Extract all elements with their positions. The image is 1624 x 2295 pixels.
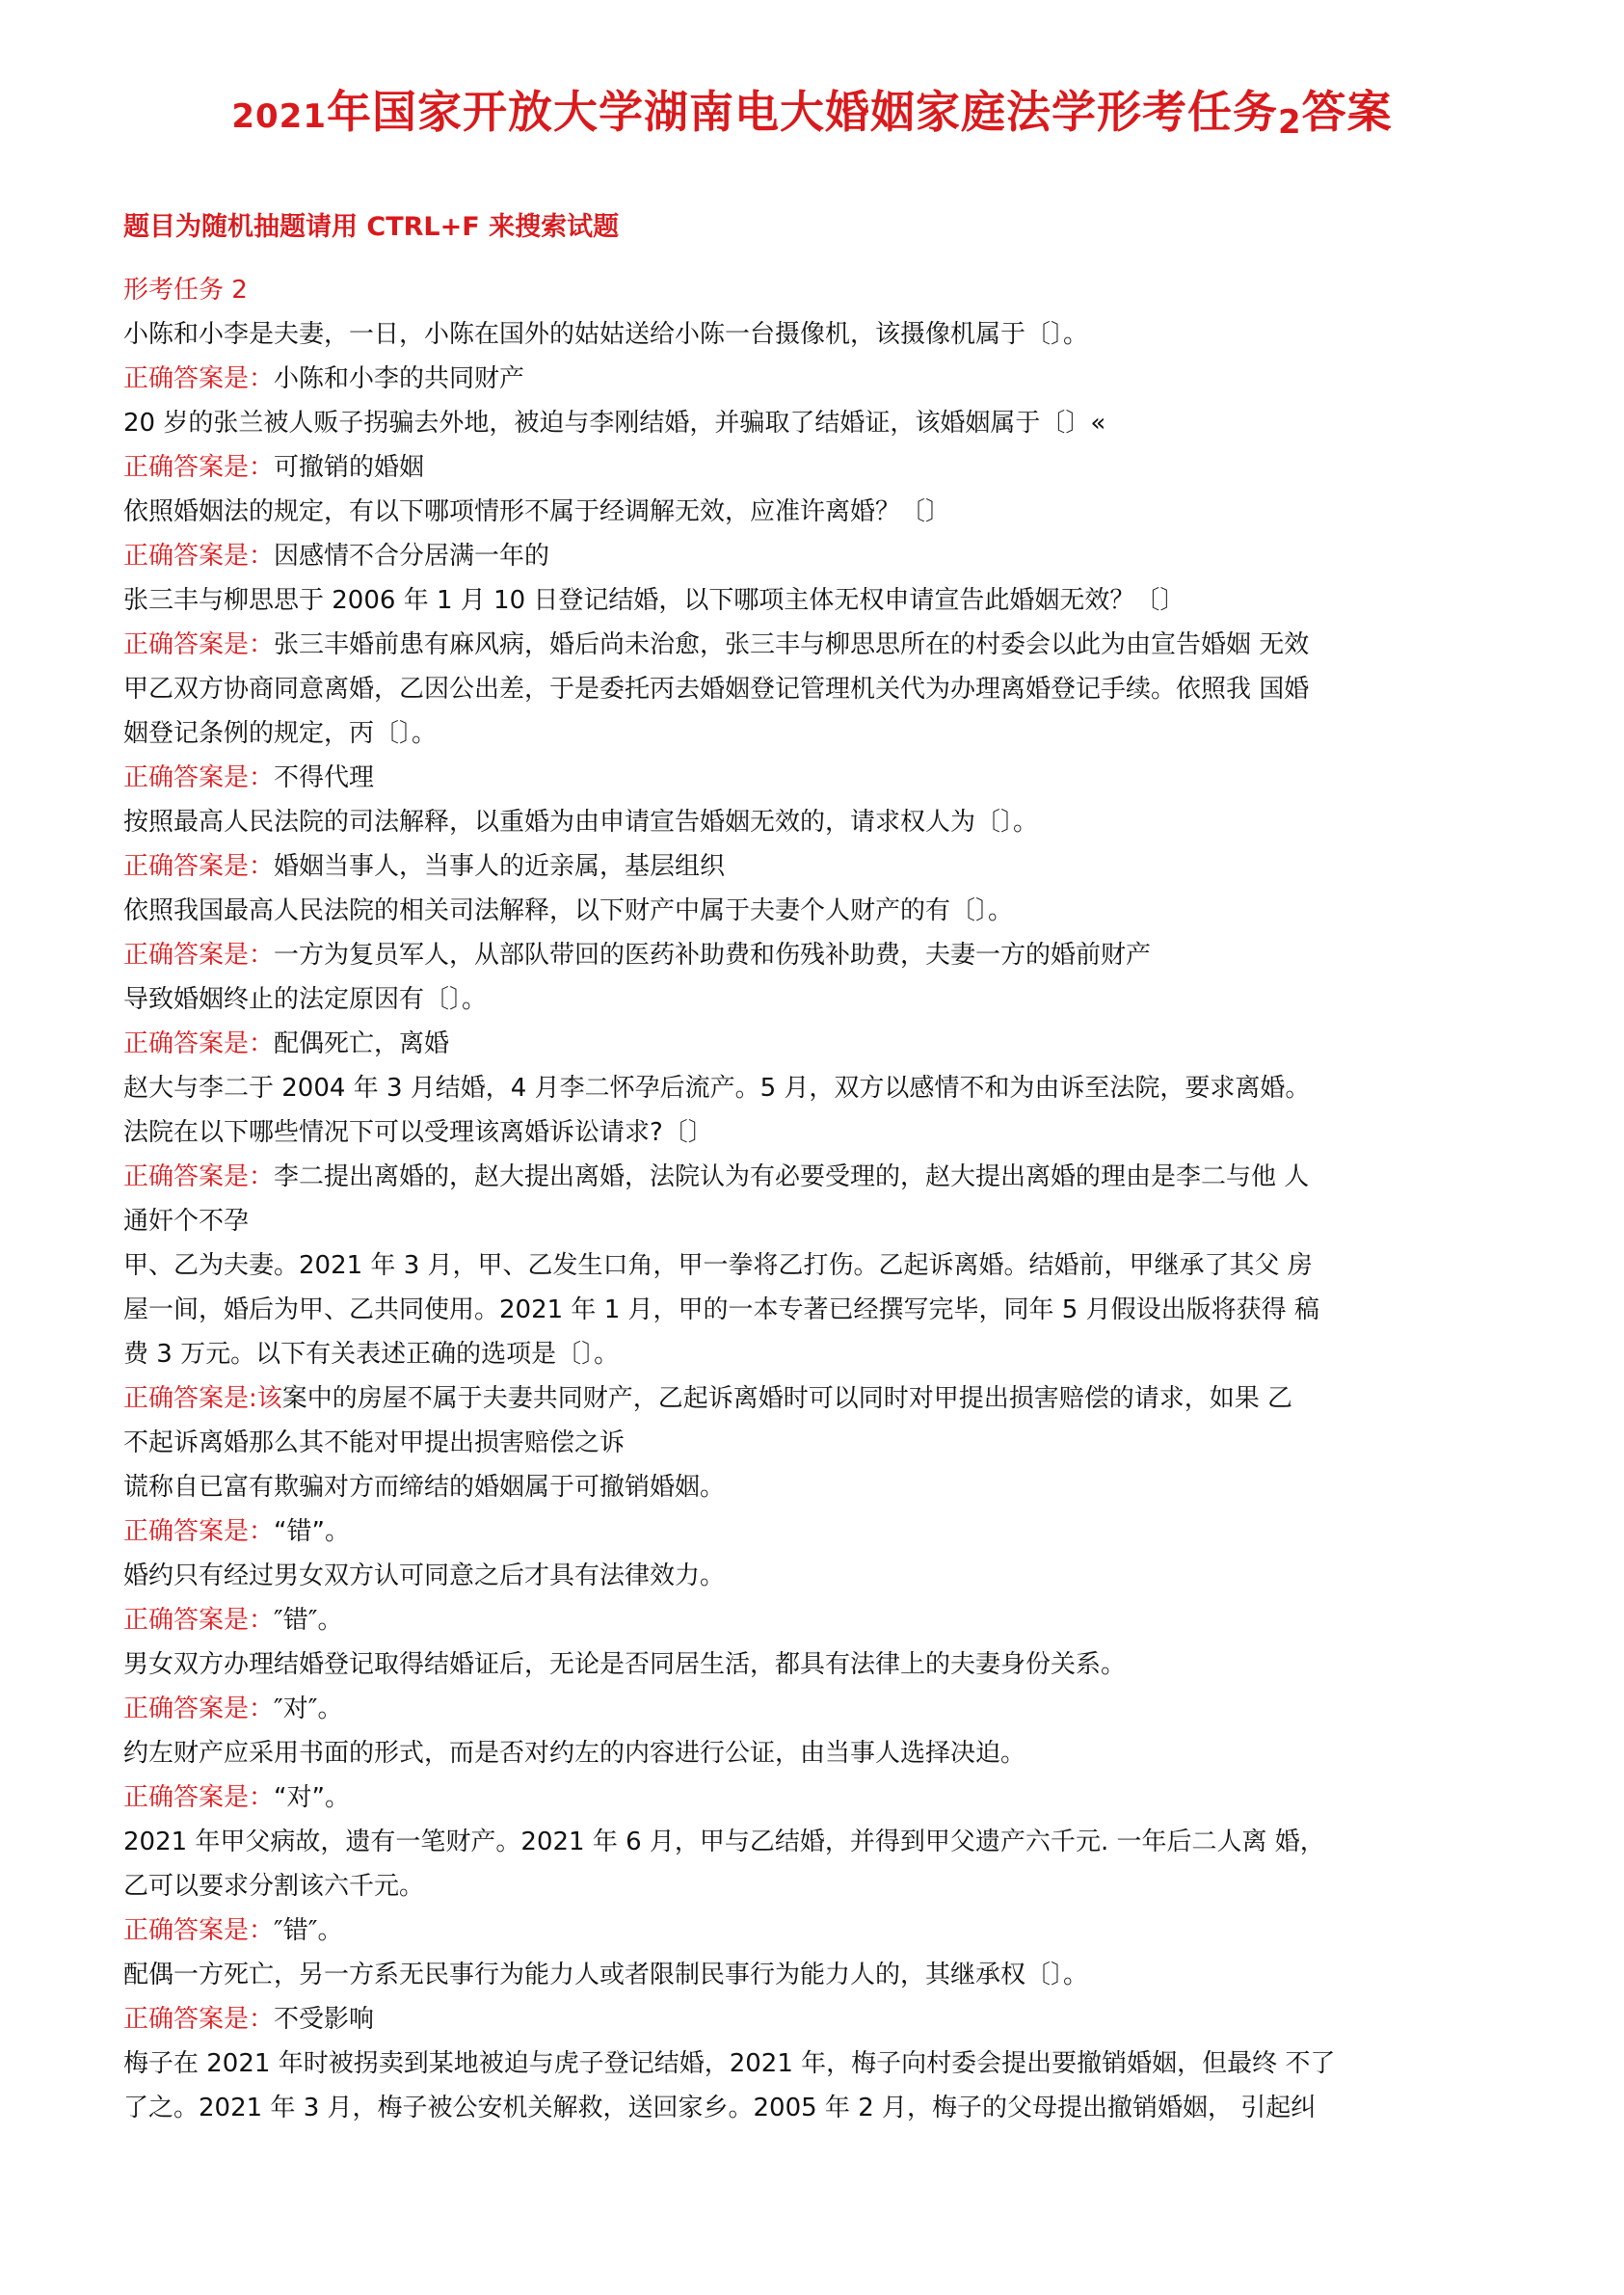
question-line xyxy=(123,1820,1511,1864)
answer-text: 因感情不合分居满一年的 xyxy=(274,542,550,571)
answer-label: 正确答案是： xyxy=(123,1606,275,1635)
question-text: 婚约只有经过男女双方认可同意之后才具有法律效力。 xyxy=(123,1561,726,1590)
answer-text: 配偶死亡，离婚 xyxy=(274,1029,450,1058)
question-line xyxy=(123,1864,1511,1908)
question-line xyxy=(123,1066,1511,1110)
answer-line xyxy=(123,1997,1511,2041)
question-text: 屋一间，婚后为甲、乙共同使用。2021 年 1 月，甲的一本专著已经撰写完毕，同年 5 月假设出版将获得 稿 xyxy=(123,1295,1319,1324)
question-line xyxy=(123,578,1511,623)
question-text: 甲、乙为夫妻。2021 年 3 月，甲、乙发生口角，甲一拳将乙打伤。乙起诉离婚。结婚前，甲继承了其父 房 xyxy=(123,1251,1313,1280)
question-text: 乙可以要求分割该六千元。 xyxy=(123,1872,425,1901)
answer-line xyxy=(123,844,1511,889)
question-line xyxy=(123,667,1511,711)
question-text: 赵大与李二于 2004 年 3 月结婚，4 月李二怀孕后流产。5 月，双方以感情不和为由诉至法院，要求离婚。 xyxy=(123,1074,1311,1103)
answer-text: “对”。 xyxy=(274,1783,350,1812)
question-line xyxy=(123,1642,1511,1687)
answer-line xyxy=(123,534,1511,578)
question-line xyxy=(123,1731,1511,1775)
question-list xyxy=(123,268,1511,2130)
answer-label: 正确答案是： xyxy=(123,941,275,970)
question-line xyxy=(123,2041,1511,2086)
answer-line xyxy=(123,445,1511,490)
answer-line xyxy=(123,1598,1511,1642)
question-line xyxy=(123,1465,1511,1509)
question-line xyxy=(123,711,1511,756)
answer-line xyxy=(123,1908,1511,1953)
question-text: 导致婚姻终止的法定原因有〔〕。 xyxy=(123,985,488,1014)
answer-label: 正确答案是： xyxy=(123,1162,275,1191)
answer-text: 婚姻当事人，当事人的近亲属，基层组织 xyxy=(274,852,726,881)
answer-text: ″错″。 xyxy=(274,1916,343,1945)
question-line xyxy=(123,490,1511,534)
answer-label: 正确答案是:该 xyxy=(123,1384,282,1413)
question-text: 男女双方办理结婚登记取得结婚证后，无论是否同居生活，都具有法律上的夫妻身份关系。 xyxy=(123,1650,1127,1679)
question-line xyxy=(123,1554,1511,1598)
answer-label: 正确答案是： xyxy=(123,2005,275,2034)
section-heading: 形考任务 2 xyxy=(123,276,248,305)
question-line xyxy=(123,1421,1511,1465)
answer-label: 正确答案是： xyxy=(123,453,275,482)
question-text: 谎称自已富有欺骗对方而缔结的婚姻属于可撤销婚姻。 xyxy=(123,1473,726,1502)
answer-label: 正确答案是： xyxy=(123,1916,275,1945)
answer-line xyxy=(123,1155,1511,1199)
question-text: 依照婚姻法的规定，有以下哪项情形不属于经调解无效，应准许离婚？〔〕 xyxy=(123,497,951,526)
question-line xyxy=(123,1953,1511,1997)
question-line xyxy=(123,1243,1511,1288)
answer-text: 案中的房屋不属于夫妻共同财产，乙起诉离婚时可以同时对甲提出损害赔偿的请求，如果 乙 xyxy=(281,1384,1293,1413)
question-text: 按照最高人民法院的司法解释，以重婚为由申请宣告婚姻无效的，请求权人为〔〕。 xyxy=(123,808,1039,837)
question-text: 通奸个不孕 xyxy=(123,1207,250,1236)
answer-text: 不受影响 xyxy=(274,2005,375,2034)
answer-text: 小陈和小李的共同财产 xyxy=(274,364,525,393)
question-line xyxy=(123,1199,1511,1243)
question-text: 甲乙双方协商同意离婚，乙因公出差，于是委托丙去婚姻登记管理机关代为办理离婚登记手续。依照我 国婚 xyxy=(123,675,1310,704)
search-notice: 题目为随机抽题请用 CTRL+F 来搜索试题 xyxy=(123,212,620,242)
title-text-before: 年国家开放大学湖南电大婚姻家庭法学形考任务 xyxy=(326,86,1278,138)
answer-label: 正确答案是： xyxy=(123,763,275,792)
answer-line xyxy=(123,623,1511,667)
answer-label: 正确答案是： xyxy=(123,1783,275,1812)
answer-text: 李二提出离婚的，赵大提出离婚，法院认为有必要受理的，赵大提出离婚的理由是李二与他 人 xyxy=(274,1162,1310,1191)
question-line xyxy=(123,889,1511,933)
question-text: 法院在以下哪些情况下可以受理该离婚诉讼请求?〔〕 xyxy=(123,1118,713,1147)
answer-label: 正确答案是： xyxy=(123,1695,275,1723)
title-text-after: 答案 xyxy=(1301,86,1393,138)
question-line xyxy=(123,312,1511,357)
answer-line xyxy=(123,357,1511,401)
answer-line xyxy=(123,1509,1511,1554)
page-title xyxy=(0,77,1624,142)
answer-label: 正确答案是： xyxy=(123,1029,275,1058)
answer-text: “错”。 xyxy=(274,1517,350,1546)
answer-line xyxy=(123,756,1511,800)
question-text: 不起诉离婚那么其不能对甲提出损害赔偿之诉 xyxy=(123,1428,626,1457)
answer-line xyxy=(123,1022,1511,1066)
question-text: 姻登记条例的规定，丙〔〕。 xyxy=(123,719,438,748)
question-text: 约左财产应采用书面的形式，而是否对约左的内容进行公证，由当事人选择决迫。 xyxy=(123,1739,1026,1768)
answer-label: 正确答案是： xyxy=(123,542,275,571)
answer-text: ″错″。 xyxy=(274,1606,343,1635)
question-line xyxy=(123,401,1511,445)
question-line xyxy=(123,1110,1511,1155)
answer-label: 正确答案是： xyxy=(123,852,275,881)
answer-line xyxy=(123,1376,1511,1421)
answer-label: 正确答案是： xyxy=(123,1517,275,1546)
question-text: 依照我国最高人民法院的相关司法解释，以下财产中属于夫妻个人财产的有〔〕。 xyxy=(123,896,1014,925)
answer-text: 张三丰婚前患有麻风病，婚后尚未治愈，张三丰与柳思思所在的村委会以此为由宣告婚姻 无效 xyxy=(274,630,1310,659)
question-text: 梅子在 2021 年时被拐卖到某地被迫与虎子登记结婚，2021 年，梅子向村委会提出要撤销婚姻，但最终 不了 xyxy=(123,2049,1336,2078)
answer-text: ″对″。 xyxy=(274,1695,343,1723)
answer-label: 正确答案是： xyxy=(123,630,275,659)
answer-line xyxy=(123,1775,1511,1820)
question-text: 配偶一方死亡，另一方系无民事行为能力人或者限制民事行为能力人的，其继承权〔〕。 xyxy=(123,1961,1089,1989)
question-text: 张三丰与柳思思于 2006 年 1 月 10 日登记结婚，以下哪项主体无权申请宣告此婚姻无效？〔〕 xyxy=(123,586,1185,615)
question-line xyxy=(123,2086,1511,2130)
answer-text: 一方为复员军人，从部队带回的医药补助费和伤残补助费，夫妻一方的婚前财产 xyxy=(274,941,1152,970)
question-text: 2021 年甲父病故，遗有一笔财产。2021 年 6 月，甲与乙结婚，并得到甲父遗产六千元. 一年后二人离 婚， xyxy=(123,1828,1325,1856)
title-year: 2021 xyxy=(231,97,327,136)
answer-line xyxy=(123,933,1511,977)
answer-label: 正确答案是： xyxy=(123,364,275,393)
question-line xyxy=(123,800,1511,844)
answer-line xyxy=(123,1687,1511,1731)
question-line xyxy=(123,1332,1511,1376)
question-text: 了之。2021 年 3 月，梅子被公安机关解救，送回家乡。2005 年 2 月，梅子的父母提出撤销婚姻， 引起纠 xyxy=(123,2094,1317,2122)
answer-text: 可撤销的婚姻 xyxy=(274,453,425,482)
question-text: 小陈和小李是夫妻，一日，小陈在国外的姑姑送给小陈一台摄像机，该摄像机属于〔〕。 xyxy=(123,320,1089,349)
question-text: 费 3 万元。以下有关表述正确的选项是〔〕。 xyxy=(123,1340,620,1369)
answer-text: 不得代理 xyxy=(274,763,375,792)
question-text: 20 岁的张兰被人贩子拐骗去外地，被迫与李刚结婚，并骗取了结婚证，该婚姻属于〔〕« xyxy=(123,409,1106,438)
title-number: 2 xyxy=(1277,103,1302,142)
question-line xyxy=(123,1288,1511,1332)
question-line xyxy=(123,977,1511,1022)
